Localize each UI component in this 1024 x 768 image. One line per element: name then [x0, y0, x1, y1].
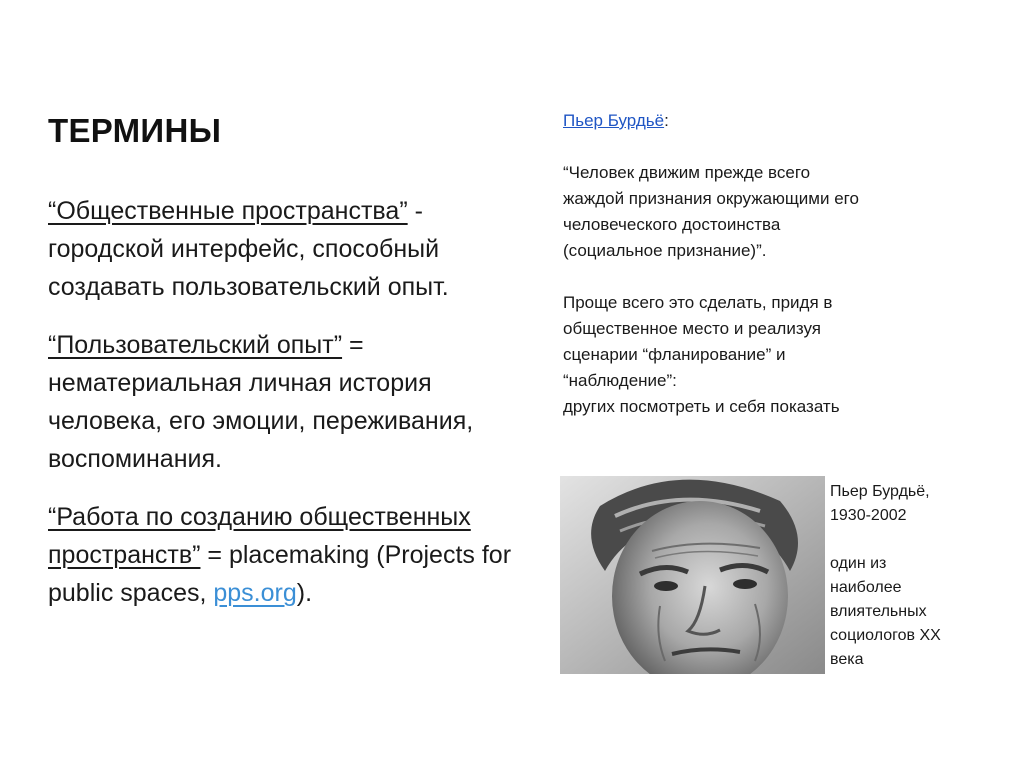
quote-line: (социальное признание)”. — [563, 241, 767, 260]
terms-list — [48, 192, 518, 632]
note-line: сценарии “фланирование” и — [563, 345, 786, 364]
term-public-spaces-definition: - городской интерфейс, способный создавать пользовательский опыт. — [48, 197, 449, 301]
quote-author-line — [563, 108, 963, 134]
pps-link[interactable]: pps.org — [213, 579, 297, 607]
caption-line: 1930-2002 — [830, 507, 907, 524]
term-public-spaces-name: “Общественные пространства” — [48, 197, 408, 225]
caption-line: века — [830, 651, 864, 668]
caption-line: Пьер Бурдьё, — [830, 483, 930, 500]
quote-line: жаждой признания окружающими его — [563, 189, 859, 208]
caption-line: наиболее — [830, 579, 902, 596]
note-line: общественное место и реализуя — [563, 319, 821, 338]
note-line: Проще всего это сделать, придя в — [563, 293, 833, 312]
term-user-experience-definition: = нематериальная личная история человека, его эмоции, переживания, воспоминания. — [48, 331, 474, 473]
photo-caption — [830, 480, 980, 672]
quote-line: “Человек движим прежде всего — [563, 163, 811, 182]
portrait-photo — [560, 476, 825, 674]
term-placemaking-name: “Работа по созданию общественных пространств” — [48, 503, 471, 569]
term-user-experience — [48, 326, 518, 478]
author-colon: : — [664, 111, 669, 130]
term-placemaking — [48, 498, 518, 612]
term-public-spaces — [48, 192, 518, 306]
portrait-illustration — [560, 476, 825, 674]
quote-block — [563, 108, 963, 420]
term-placemaking-definition: = placemaking (Projects for public spaces, — [48, 541, 512, 607]
caption-line: влиятельных — [830, 603, 927, 620]
note-line: “наблюдение”: — [563, 371, 677, 390]
quote-line: человеческого достоинства — [563, 215, 781, 234]
author-link[interactable]: Пьер Бурдьё — [563, 111, 665, 130]
note-line: других посмотреть и себя показать — [563, 397, 840, 416]
caption-line: один из — [830, 555, 887, 572]
term-placemaking-end: ). — [296, 579, 313, 607]
caption-line: социологов XX — [830, 627, 941, 644]
term-user-experience-name: “Пользовательский опыт” — [48, 331, 343, 359]
slide-title: ТЕРМИНЫ — [48, 112, 222, 149]
caption-spacer — [830, 528, 980, 552]
